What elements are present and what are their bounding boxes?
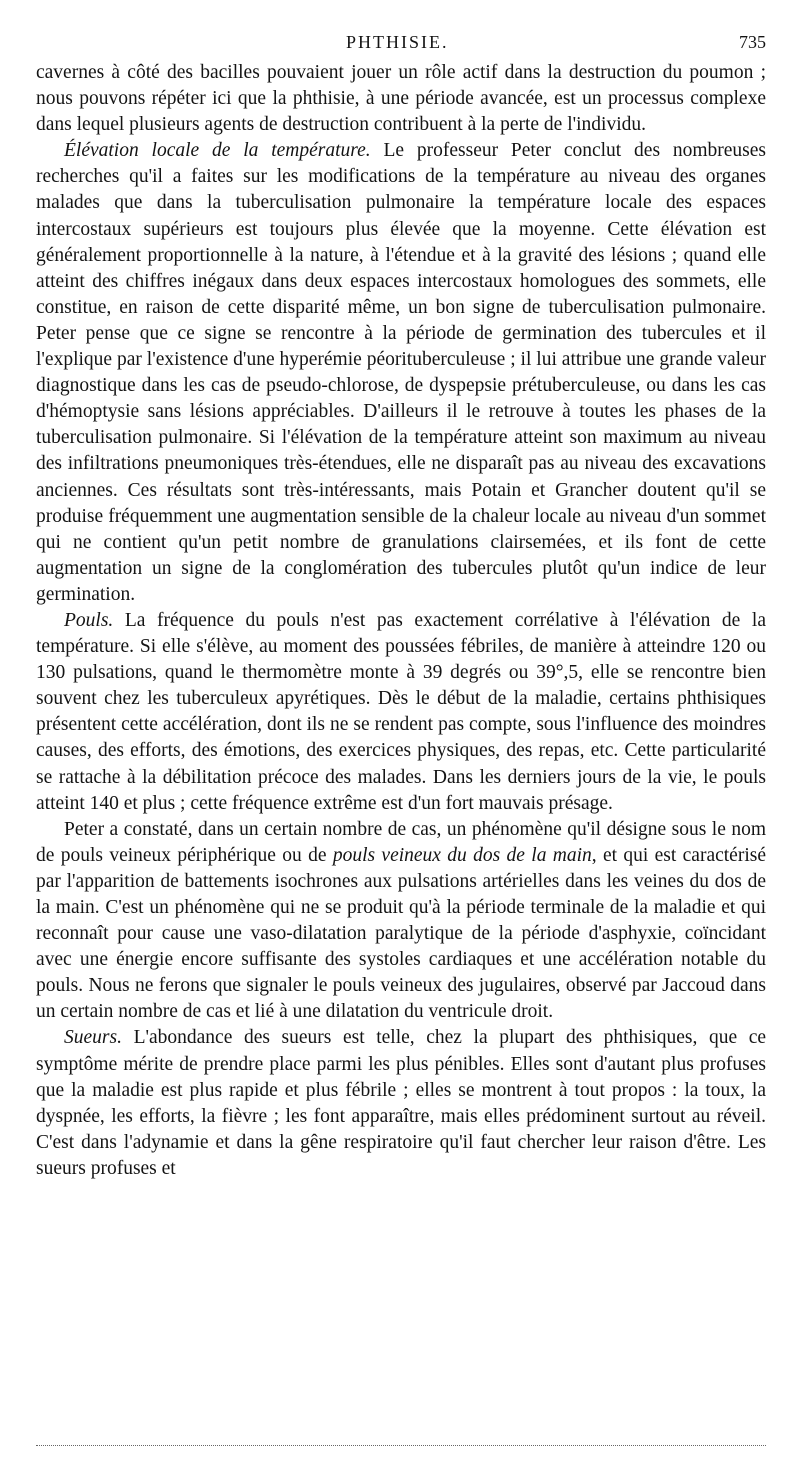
paragraph-continuation	[36, 60, 766, 138]
running-title: PHTHISIE.	[346, 32, 449, 52]
paragraph-local-temperature	[36, 138, 766, 608]
page-header	[36, 22, 766, 50]
book-page	[36, 22, 766, 1182]
paragraph-text: Peter a constaté, dans un certain nombre de cas, un phénomène qu'il désigne sous le nom de pouls veineux périphérique ou de	[36, 818, 766, 866]
section-heading: Élévation locale de la température.	[64, 140, 371, 162]
paragraph-text: La fréquence du pouls n'est pas exactement corrélative à l'élévation de la température. Si elle s'élève, au moment des poussées fébriles, de manière à atteindre 120 ou 130 pulsations, quand le thermomètre monte à 39 degrés ou 39°,5, elle se rencontre bien souvent chez les tuberculeux apyrétiques. Dès le début de la maladie, certains phthisiques présentent cette accélération, dont ils ne se rendent pas compte, sous l'influence des moindres causes, des efforts, des émotions, des exercices physiques, des repas, etc. Cette particularité se rattache à la débilitation précoce des malades. Dans les derniers jours de la vie, le pouls atteint 140 et plus ; cette fréquence extrême est d'un fort mauvais présage.	[36, 609, 766, 814]
paragraph-text: , et qui est caractérisé par l'apparition de battements isochrones aux pulsations artérielles dans les veines du dos de la main. C'est un phénomène qui ne se produit qu'à la période terminale de la maladie et qui reconnaît pour cause une vaso-dilatation paralytique de la période d'asphyxie, coïncidant avec une énergie encore suffisante des systoles cardiaques et une accélération notable du pouls. Nous ne ferons que signaler le pouls veineux des jugulaires, observé par Jaccoud dans un certain nombre de cas et lié à une dilatation du ventricule droit.	[36, 844, 766, 1023]
section-heading: Pouls.	[64, 609, 114, 631]
page-body	[36, 60, 766, 1182]
paragraph-sweats	[36, 1025, 766, 1182]
paragraph-text: cavernes à côté des bacilles pouvaient jouer un rôle actif dans la destruction du poumon ; nous pouvons répéter ici que la phthisie, à une période avancée, est un processus complexe dans lequel plusieurs agents de destruction contribuent à la perte de l'individu.	[36, 62, 766, 136]
emphasized-term: pouls veineux du dos de la main	[332, 844, 592, 866]
paragraph-venous-pulse	[36, 817, 766, 1026]
paragraph-text: Le professeur Peter conclut des nombreuses recherches qu'il a faites sur les modifications de la température au niveau des organes malades que dans la tuberculisation pulmonaire la température locale des espaces intercostaux supérieurs est toujours plus élevée que la moyenne. Cette élévation est généralement proportionnelle à la nature, à l'étendue et à la gravité des lésions ; quand elle atteint des chiffres inégaux dans deux espaces intercostaux homologues des sommets, elle constitue, en raison de cette disparité même, un bon signe de tuberculisation pulmonaire. Peter pense que ce signe se rencontre à la période de germination des tubercules et il l'explique par l'existence d'une hyperémie péorituberculeuse ; il lui attribue une grande valeur diagnostique dans les cas de pseudo-chlorose, de dyspepsie prétuberculeuse, ou dans les cas d'hémoptysie sans lésions appréciables. D'ailleurs il le retrouve à toutes les phases de la tuberculisation pulmonaire. Si l'élévation de la température atteint son maximum au niveau des infiltrations pneumoniques très-étendues, elle ne disparaît pas au niveau des excavations anciennes. Ces résultats sont très-intéressants, mais Potain et Grancher doutent qu'il se produise fréquemment une augmentation sensible de la chaleur locale au niveau d'un sommet qui ne contient qu'un petit nombre de granulations clairsemées, et ils font de cette augmentation un signe de la conglomération des tubercules plutôt qu'un indice de leur germination.	[36, 140, 766, 605]
paragraph-text: L'abondance des sueurs est telle, chez la plupart des phthisiques, que ce symptôme mérite de prendre place parmi les plus pénibles. Elles sont d'autant plus profuses que la maladie est plus rapide et plus fébrile ; elles se montrent à tout propos : la toux, la dyspnée, les efforts, la fièvre ; les font apparaître, mais elles prédominent surtout au réveil. C'est dans l'adynamie et dans la gêne respiratoire qu'il faut chercher leur raison d'être. Les sueurs profuses et	[36, 1027, 766, 1179]
page-number: 735	[739, 32, 766, 52]
paragraph-pulse	[36, 608, 766, 817]
section-heading: Sueurs.	[64, 1027, 122, 1049]
footer-dotted-rule	[36, 1445, 766, 1446]
